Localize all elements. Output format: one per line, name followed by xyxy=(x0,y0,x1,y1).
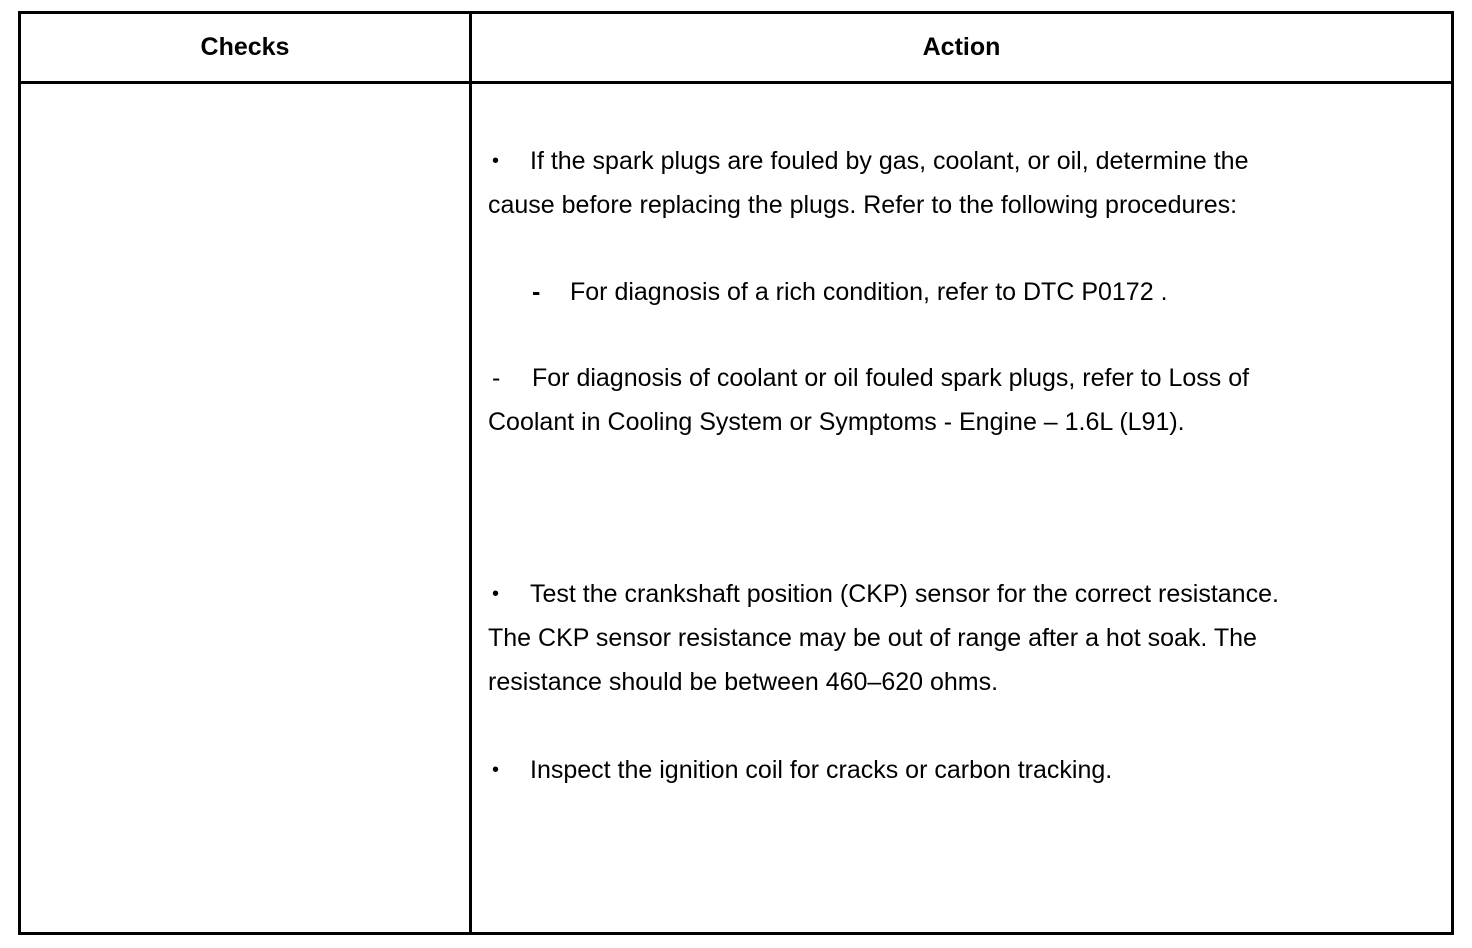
checks-cell xyxy=(21,84,469,932)
action-cell xyxy=(472,84,1451,932)
action-item-rich-condition xyxy=(488,270,1388,314)
action-item-text: Test the crankshaft position (CKP) sensor for the correct resistance. xyxy=(530,580,1279,608)
action-item-spark-plugs xyxy=(488,139,1388,227)
dash-marker: - xyxy=(492,364,501,392)
action-item-text: If the spark plugs are fouled by gas, coolant, or oil, determine the xyxy=(530,147,1249,175)
action-item-continuation: Coolant in Cooling System or Symptoms - Engine – 1.6L (L91). xyxy=(488,408,1185,436)
action-item-ignition-coil xyxy=(488,748,1388,792)
bullet-marker: • xyxy=(492,583,500,605)
dash-marker: - xyxy=(532,278,541,306)
header-checks: Checks xyxy=(200,33,290,61)
bullet-marker: • xyxy=(492,759,500,781)
action-item-text: For diagnosis of coolant or oil fouled spark plugs, refer to Loss of xyxy=(532,364,1250,392)
action-item-ckp-sensor xyxy=(488,572,1388,704)
action-item-coolant-oil xyxy=(488,356,1388,444)
action-item-continuation-2: resistance should be between 460–620 ohms. xyxy=(488,668,999,696)
action-item-text: For diagnosis of a rich condition, refer to DTC P0172 . xyxy=(570,278,1168,306)
action-item-continuation: cause before replacing the plugs. Refer to the following procedures: xyxy=(488,191,1238,219)
action-item-continuation: The CKP sensor resistance may be out of range after a hot soak. The xyxy=(488,624,1257,652)
header-action: Action xyxy=(922,33,1001,61)
checks-action-table xyxy=(18,11,1454,935)
action-item-text: Inspect the ignition coil for cracks or carbon tracking. xyxy=(530,756,1113,784)
bullet-marker: • xyxy=(492,150,500,172)
